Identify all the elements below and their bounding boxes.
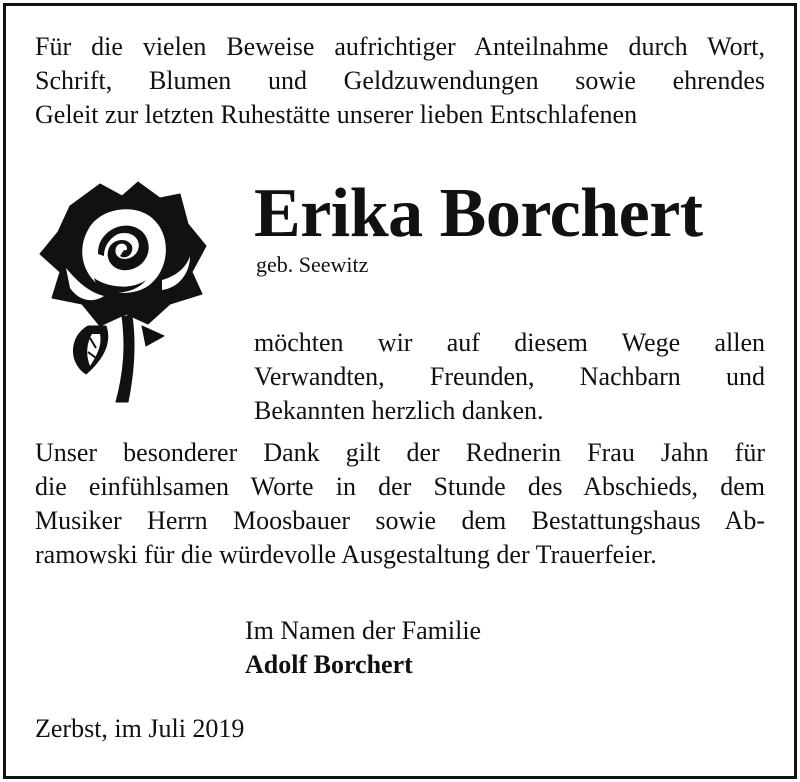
special-thanks-text xyxy=(35,436,765,572)
thanks-text xyxy=(254,326,765,428)
special-thanks-line: ramowski für die würdevolle Ausgestaltung der Trauerfeier. xyxy=(35,540,657,569)
intro-line: Schrift, Blumen und Geldzuwendungen sowie ehrendes xyxy=(35,66,765,95)
deceased-name: Erika Borchert xyxy=(254,175,703,252)
thanks-line: Verwandten, Freunden, Nachbarn und xyxy=(254,362,765,391)
thanks-line: möchten wir auf diesem Wege allen xyxy=(254,328,765,357)
signature-name: Adolf Borchert xyxy=(245,650,413,679)
signature-label: Im Namen der Familie xyxy=(245,616,482,645)
place-date: Zerbst, im Juli 2019 xyxy=(35,714,245,743)
special-thanks-line: Unser besonderer Dank gilt der Rednerin Frau Jahn für xyxy=(35,438,765,467)
special-thanks-line: Musiker Herrn Moosbauer sowie dem Bestattungshaus Ab- xyxy=(35,506,765,535)
intro-line: Geleit zur letzten Ruhestätte unserer lieben Entschlafenen xyxy=(35,100,638,129)
birth-name: geb. Seewitz xyxy=(256,252,369,277)
special-thanks-line: die einfühlsamen Worte in der Stunde des Abschieds, dem xyxy=(35,472,765,501)
rose-icon xyxy=(30,176,210,406)
intro-line: Für die vielen Beweise aufrichtiger Anteilnahme durch Wort, xyxy=(35,32,765,61)
intro-text xyxy=(35,30,765,132)
thanks-line: Bekannten herzlich danken. xyxy=(254,396,544,425)
